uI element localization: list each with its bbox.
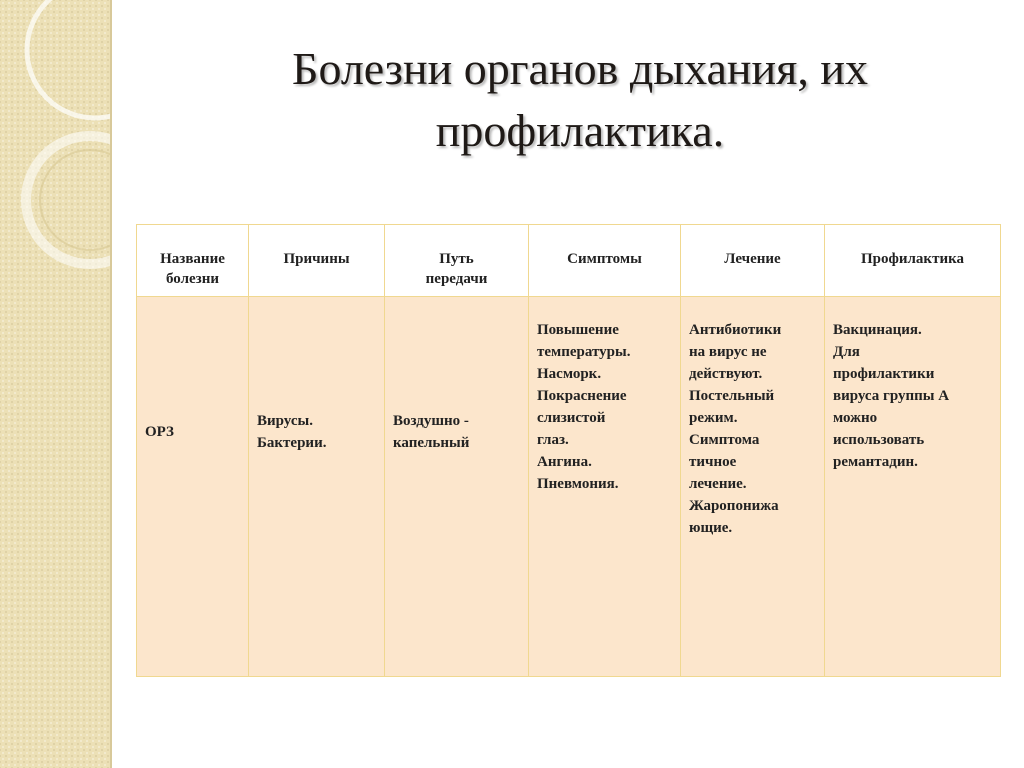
cell-disease-name: ОРЗ bbox=[137, 297, 249, 677]
decorative-side-strip bbox=[0, 0, 112, 768]
title-line-2: профилактика. bbox=[435, 105, 725, 156]
column-header-treatment: Лечение bbox=[681, 225, 825, 297]
table-row bbox=[137, 297, 1001, 677]
cell-symptoms: Повышение температуры. Насморк. Покраснение слизистой глаз. Ангина. Пневмония. bbox=[529, 297, 681, 677]
column-header-causes: Причины bbox=[249, 225, 385, 297]
cell-transmission: Воздушно - капельный bbox=[385, 297, 529, 677]
column-header-transmission: Путь передачи bbox=[385, 225, 529, 297]
table-header-row bbox=[137, 225, 1001, 297]
cell-causes: Вирусы. Бактерии. bbox=[249, 297, 385, 677]
column-header-name: Название болезни bbox=[137, 225, 249, 297]
decorative-circles-icon bbox=[0, 0, 112, 768]
cell-prevention: Вакцинация. Для профилактики вируса группы А можно использовать ремантадин. bbox=[825, 297, 1001, 677]
column-header-symptoms: Симптомы bbox=[529, 225, 681, 297]
diseases-table bbox=[136, 224, 1001, 677]
title-line-1: Болезни органов дыхания, их bbox=[292, 43, 868, 94]
page-title bbox=[150, 38, 1010, 162]
cell-treatment: Антибиотики на вирус не действуют. Постельный режим. Симптома тичное лечение. Жаропонижа ющие. bbox=[681, 297, 825, 677]
strip-edge bbox=[110, 0, 112, 768]
column-header-prevention: Профилактика bbox=[825, 225, 1001, 297]
